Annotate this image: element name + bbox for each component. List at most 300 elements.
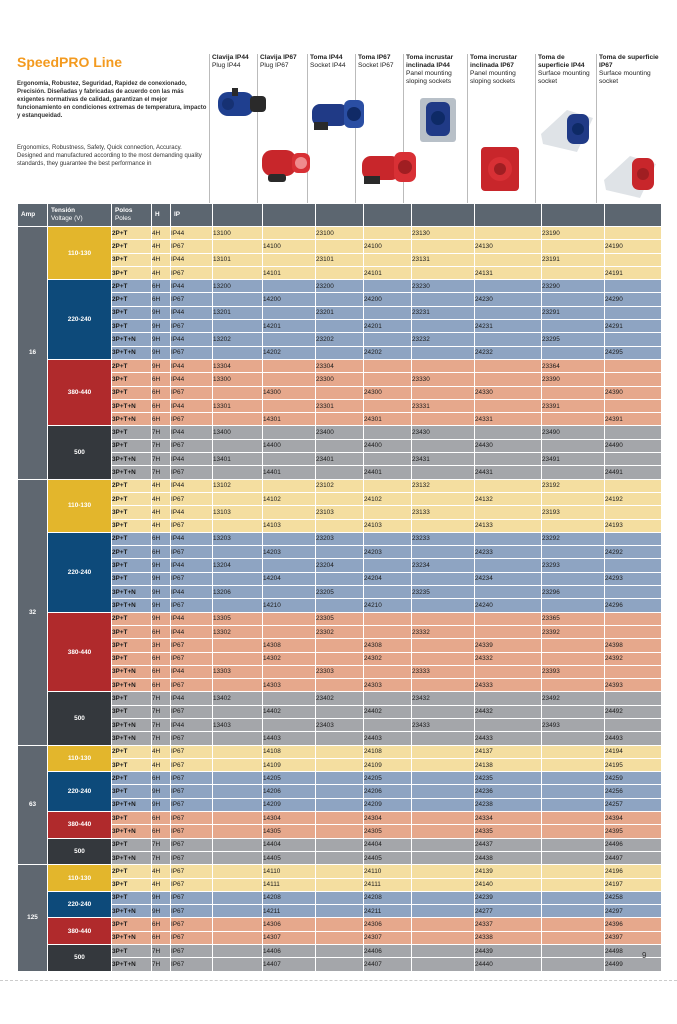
h-cell: 9H <box>152 586 171 599</box>
poles-cell: 3P+T <box>112 878 152 891</box>
product-code-cell <box>316 652 364 665</box>
ip-cell: IP67 <box>171 240 213 253</box>
product-code-cell: 24337 <box>475 918 542 931</box>
product-code-cell: 24210 <box>364 599 412 612</box>
product-code-cell: 24333 <box>475 679 542 692</box>
socket-ip67-image <box>360 144 420 190</box>
product-code-cell <box>605 399 662 412</box>
product-code-cell: 24306 <box>364 918 412 931</box>
product-code-cell: 24433 <box>475 732 542 745</box>
product-code-cell <box>213 439 263 452</box>
product-code-cell: 24307 <box>364 931 412 944</box>
product-code-cell: 24300 <box>364 386 412 399</box>
product-code-cell <box>542 466 605 479</box>
product-code-cell: 23201 <box>316 306 364 319</box>
product-code-cell: 23202 <box>316 333 364 346</box>
product-code-cell <box>364 426 412 439</box>
product-code-cell <box>412 359 475 372</box>
product-code-cell: 24330 <box>475 386 542 399</box>
table-row <box>18 679 662 692</box>
voltage-group-label: 500 <box>48 838 112 865</box>
product-code-cell: 14406 <box>263 945 316 958</box>
product-code-cell <box>316 546 364 559</box>
product-code-cell <box>412 546 475 559</box>
product-code-cell <box>316 413 364 426</box>
product-code-cell <box>213 772 263 785</box>
product-code-cell <box>263 253 316 266</box>
table-row <box>18 572 662 585</box>
product-code-cell <box>475 280 542 293</box>
product-code-cell <box>412 758 475 771</box>
product-code-cell: 23431 <box>412 453 475 466</box>
product-code-cell: 24295 <box>605 346 662 359</box>
product-code-cell <box>412 439 475 452</box>
table-row <box>18 227 662 240</box>
voltage-group-label: 110-130 <box>48 479 112 532</box>
product-code-cell: 24335 <box>475 825 542 838</box>
table-row <box>18 692 662 705</box>
product-code-cell: 24140 <box>475 878 542 891</box>
product-code-cell <box>412 612 475 625</box>
product-code-cell: 13304 <box>213 359 263 372</box>
product-code-cell: 24203 <box>364 546 412 559</box>
ip-cell: IP44 <box>171 506 213 519</box>
poles-cell: 3P+T <box>112 386 152 399</box>
product-code-cell <box>542 758 605 771</box>
product-code-cell <box>263 399 316 412</box>
product-code-cell <box>213 466 263 479</box>
poles-cell: 3P+T <box>112 439 152 452</box>
page-title: SpeedPRO Line <box>17 54 123 70</box>
poles-cell: 3P+T <box>112 506 152 519</box>
product-code-cell: 23331 <box>412 399 475 412</box>
product-code-cell: 24132 <box>475 492 542 505</box>
poles-cell: 2P+T <box>112 227 152 240</box>
product-code-cell <box>213 931 263 944</box>
column-header-8 <box>599 54 665 86</box>
product-code-cell <box>316 439 364 452</box>
ip-cell: IP67 <box>171 825 213 838</box>
product-code-cell <box>412 958 475 971</box>
poles-cell: 3P+T+N <box>112 732 152 745</box>
product-code-cell: 23364 <box>542 359 605 372</box>
product-code-cell: 13103 <box>213 506 263 519</box>
product-code-cell: 14403 <box>263 732 316 745</box>
h-cell: 7H <box>152 945 171 958</box>
product-code-cell: 23303 <box>316 665 364 678</box>
product-code-cell: 14204 <box>263 572 316 585</box>
voltage-group-label: 500 <box>48 692 112 745</box>
h-cell: 4H <box>152 227 171 240</box>
product-code-cell <box>412 918 475 931</box>
column-label-es: Toma IP44 <box>310 54 343 61</box>
voltage-group-label: 220-240 <box>48 772 112 812</box>
product-code-cell <box>475 612 542 625</box>
product-code-cell: 24397 <box>605 931 662 944</box>
product-code-cell: 14205 <box>263 772 316 785</box>
table-row <box>18 825 662 838</box>
h-cell: 6H <box>152 280 171 293</box>
product-code-cell <box>475 333 542 346</box>
product-code-cell <box>316 599 364 612</box>
product-code-cell: 24402 <box>364 705 412 718</box>
product-code-cell <box>412 732 475 745</box>
product-code-cell: 14400 <box>263 439 316 452</box>
product-code-cell: 24208 <box>364 891 412 904</box>
product-code-cell <box>542 798 605 811</box>
product-code-cell <box>412 945 475 958</box>
table-row <box>18 519 662 532</box>
ip-cell: IP44 <box>171 333 213 346</box>
poles-cell: 3P+T <box>112 572 152 585</box>
ip-cell: IP67 <box>171 732 213 745</box>
poles-cell: 2P+T <box>112 532 152 545</box>
product-code-cell <box>213 320 263 333</box>
h-cell: 4H <box>152 506 171 519</box>
ip-cell: IP44 <box>171 559 213 572</box>
product-code-cell <box>316 386 364 399</box>
product-code-cell <box>364 333 412 346</box>
product-code-cell: 23131 <box>412 253 475 266</box>
table-row <box>18 718 662 731</box>
column-divider <box>467 54 468 204</box>
product-code-cell <box>364 506 412 519</box>
product-code-cell <box>412 346 475 359</box>
ip-cell: IP67 <box>171 572 213 585</box>
product-code-cell <box>364 479 412 492</box>
ip-cell: IP44 <box>171 399 213 412</box>
product-code-cell: 13303 <box>213 665 263 678</box>
product-code-cell: 24391 <box>605 413 662 426</box>
ip-cell: IP67 <box>171 652 213 665</box>
product-code-cell: 24191 <box>605 266 662 279</box>
product-code-cell <box>263 359 316 372</box>
product-code-cell <box>412 599 475 612</box>
table-row <box>18 453 662 466</box>
product-code-cell <box>412 386 475 399</box>
product-code-cell: 14401 <box>263 466 316 479</box>
product-code-cell <box>213 599 263 612</box>
product-code-cell: 24277 <box>475 905 542 918</box>
product-code-cell: 24302 <box>364 652 412 665</box>
ip-cell: IP44 <box>171 612 213 625</box>
product-code-cell <box>364 280 412 293</box>
poles-cell: 3P+T <box>112 838 152 851</box>
column-label-es: Toma incrustar inclinada IP44 <box>406 54 454 69</box>
poles-cell: 3P+T+N <box>112 825 152 838</box>
column-header-5 <box>406 54 468 86</box>
h-cell: 6H <box>152 931 171 944</box>
product-code-cell: 14100 <box>263 240 316 253</box>
product-code-cell <box>475 453 542 466</box>
product-code-cell: 23300 <box>316 373 364 386</box>
product-code-cell <box>316 320 364 333</box>
product-code-cell <box>263 532 316 545</box>
h-cell: 9H <box>152 346 171 359</box>
product-code-cell: 23133 <box>412 506 475 519</box>
product-code-cell: 24204 <box>364 572 412 585</box>
product-code-cell <box>412 413 475 426</box>
table-row <box>18 812 662 825</box>
poles-cell: 3P+T <box>112 253 152 266</box>
h-cell: 4H <box>152 878 171 891</box>
product-code-cell: 24236 <box>475 785 542 798</box>
product-code-cell <box>542 878 605 891</box>
poles-cell: 2P+T <box>112 240 152 253</box>
poles-cell: 3P+T <box>112 266 152 279</box>
product-code-cell <box>605 559 662 572</box>
poles-cell: 2P+T <box>112 772 152 785</box>
product-code-cell <box>213 679 263 692</box>
product-code-cell: 23132 <box>412 479 475 492</box>
table-row <box>18 665 662 678</box>
column-label-es: Toma de superficie IP67 <box>599 54 659 69</box>
poles-cell: 3P+T <box>112 519 152 532</box>
product-code-cell <box>605 333 662 346</box>
table-row <box>18 466 662 479</box>
product-code-cell <box>475 586 542 599</box>
product-code-cell <box>316 758 364 771</box>
column-label-en: Panel mounting sloping sockets <box>470 70 516 85</box>
product-code-cell: 24130 <box>475 240 542 253</box>
product-code-cell <box>412 466 475 479</box>
product-code-cell <box>213 905 263 918</box>
table-row <box>18 905 662 918</box>
product-code-cell: 23232 <box>412 333 475 346</box>
amp-group-label: 16 <box>18 227 48 480</box>
column-header-2 <box>260 54 308 70</box>
poles-cell: 2P+T <box>112 865 152 878</box>
poles-cell: 3P+T+N <box>112 679 152 692</box>
product-code-cell <box>263 227 316 240</box>
panel-socket-ip44-image <box>416 96 460 144</box>
column-label-es: Toma de superficie IP44 <box>538 54 585 69</box>
voltage-group-label: 220-240 <box>48 532 112 612</box>
product-code-cell: 24301 <box>364 413 412 426</box>
product-code-cell <box>605 506 662 519</box>
h-cell: 9H <box>152 559 171 572</box>
poles-cell: 3P+T+N <box>112 333 152 346</box>
product-code-cell <box>364 306 412 319</box>
product-code-cell: 23490 <box>542 426 605 439</box>
ip-cell: IP67 <box>171 945 213 958</box>
voltage-group-label: 220-240 <box>48 280 112 360</box>
h-cell: 4H <box>152 479 171 492</box>
product-code-cell <box>412 851 475 864</box>
ip-cell: IP67 <box>171 891 213 904</box>
column-header-6 <box>470 54 536 86</box>
product-code-cell: 24400 <box>364 439 412 452</box>
table-row <box>18 945 662 958</box>
product-code-cell: 14203 <box>263 546 316 559</box>
product-code-cell <box>605 453 662 466</box>
product-code-cell: 24290 <box>605 293 662 306</box>
product-code-cell <box>364 692 412 705</box>
ip-cell: IP44 <box>171 532 213 545</box>
poles-cell: 3P+T <box>112 639 152 652</box>
product-code-cell: 13101 <box>213 253 263 266</box>
product-code-cell: 24108 <box>364 745 412 758</box>
product-code-cell: 24230 <box>475 293 542 306</box>
product-code-cell <box>412 293 475 306</box>
product-code-cell: 14210 <box>263 599 316 612</box>
product-code-cell: 23200 <box>316 280 364 293</box>
product-code-cell: 24190 <box>605 240 662 253</box>
product-code-cell <box>364 586 412 599</box>
product-code-cell <box>412 320 475 333</box>
ip-cell: IP44 <box>171 692 213 705</box>
ip-cell: IP44 <box>171 253 213 266</box>
poles-cell: 2P+T <box>112 293 152 306</box>
product-code-cell <box>542 891 605 904</box>
product-code-cell: 24398 <box>605 639 662 652</box>
table-row <box>18 958 662 971</box>
product-code-cell <box>263 479 316 492</box>
product-code-cell: 14300 <box>263 386 316 399</box>
product-code-cell <box>412 891 475 904</box>
product-code-cell: 24138 <box>475 758 542 771</box>
product-code-cell <box>316 931 364 944</box>
h-cell: 9H <box>152 891 171 904</box>
product-code-cell <box>412 639 475 652</box>
product-code-cell: 23205 <box>316 586 364 599</box>
ip-cell: IP67 <box>171 745 213 758</box>
product-code-cell: 24405 <box>364 851 412 864</box>
product-code-cell: 24235 <box>475 772 542 785</box>
product-code-cell <box>213 639 263 652</box>
ip-cell: IP67 <box>171 812 213 825</box>
product-code-cell <box>542 918 605 931</box>
product-code-cell: 24101 <box>364 266 412 279</box>
column-label-en: Plug IP44 <box>212 62 241 69</box>
product-code-cell <box>263 665 316 678</box>
column-divider <box>535 54 536 204</box>
voltage-group-label: 110-130 <box>48 745 112 772</box>
voltage-group-label: 110-130 <box>48 227 112 280</box>
column-label-es: Clavija IP44 <box>212 54 249 61</box>
product-code-cell <box>605 586 662 599</box>
poles-cell: 3P+T <box>112 625 152 638</box>
product-code-cell: 13301 <box>213 399 263 412</box>
product-code-cell: 24396 <box>605 918 662 931</box>
table-row <box>18 732 662 745</box>
product-code-cell <box>316 240 364 253</box>
product-code-cell <box>316 798 364 811</box>
h-cell: 6H <box>152 679 171 692</box>
ip-cell: IP44 <box>171 625 213 638</box>
product-code-cell: 14404 <box>263 838 316 851</box>
product-code-cell <box>316 639 364 652</box>
product-code-cell <box>542 825 605 838</box>
product-code-cell: 24196 <box>605 865 662 878</box>
product-code-cell <box>364 718 412 731</box>
product-code-cell: 24234 <box>475 572 542 585</box>
page-number: 9 <box>642 951 647 960</box>
poles-cell: 3P+T <box>112 891 152 904</box>
product-code-cell: 24297 <box>605 905 662 918</box>
product-code-cell: 24238 <box>475 798 542 811</box>
product-code-cell: 24440 <box>475 958 542 971</box>
ip-cell: IP44 <box>171 280 213 293</box>
table-row <box>18 865 662 878</box>
product-code-cell: 24110 <box>364 865 412 878</box>
product-code-cell: 24240 <box>475 599 542 612</box>
ip-cell: IP67 <box>171 851 213 864</box>
product-code-cell <box>412 865 475 878</box>
table-row <box>18 280 662 293</box>
header-col-1 <box>213 204 263 227</box>
product-code-cell: 24439 <box>475 945 542 958</box>
column-header-4 <box>358 54 404 70</box>
poles-cell: 3P+T <box>112 945 152 958</box>
ip-cell: IP67 <box>171 466 213 479</box>
product-code-cell: 24259 <box>605 772 662 785</box>
product-code-cell <box>412 679 475 692</box>
product-code-cell: 24431 <box>475 466 542 479</box>
h-cell: 6H <box>152 293 171 306</box>
product-code-cell <box>213 945 263 958</box>
column-label-es: Clavija IP67 <box>260 54 297 61</box>
amp-group-label: 63 <box>18 745 48 865</box>
table-row <box>18 639 662 652</box>
product-code-cell: 23102 <box>316 479 364 492</box>
product-code-cell: 24498 <box>605 945 662 958</box>
voltage-group-label: 380-440 <box>48 918 112 945</box>
product-code-cell <box>605 306 662 319</box>
table-row <box>18 599 662 612</box>
ip-cell: IP67 <box>171 705 213 718</box>
product-code-cell: 23293 <box>542 559 605 572</box>
h-cell: 4H <box>152 240 171 253</box>
product-code-cell: 13300 <box>213 373 263 386</box>
ip-cell: IP67 <box>171 639 213 652</box>
product-code-cell: 23390 <box>542 373 605 386</box>
poles-cell: 2P+T <box>112 479 152 492</box>
intro-english: Ergonomics, Robustness, Safety, Quick connection, Accuracy. Designed and manufactured according to the most demanding quality standards, they guarantee the best performance in <box>17 145 202 167</box>
table-row <box>18 878 662 891</box>
header-poles: Polos Poles <box>112 204 152 227</box>
product-code-cell <box>412 905 475 918</box>
ip-cell: IP67 <box>171 266 213 279</box>
table-row <box>18 586 662 599</box>
h-cell: 3H <box>152 639 171 652</box>
product-code-cell <box>263 718 316 731</box>
product-code-cell: 24390 <box>605 386 662 399</box>
product-code-cell <box>475 532 542 545</box>
product-code-cell <box>364 612 412 625</box>
ip-cell: IP67 <box>171 918 213 931</box>
poles-cell: 3P+T <box>112 559 152 572</box>
table-row <box>18 439 662 452</box>
product-code-cell <box>542 320 605 333</box>
product-code-cell <box>542 812 605 825</box>
product-code-cell <box>542 705 605 718</box>
product-code-cell: 24256 <box>605 785 662 798</box>
product-code-cell <box>412 519 475 532</box>
poles-cell: 3P+T+N <box>112 346 152 359</box>
poles-cell: 3P+T <box>112 918 152 931</box>
h-cell: 4H <box>152 519 171 532</box>
column-label-en: Surface mounting socket <box>599 70 651 85</box>
product-code-cell: 14302 <box>263 652 316 665</box>
product-code-cell: 24490 <box>605 439 662 452</box>
header-col-5 <box>412 204 475 227</box>
poles-cell: 3P+T+N <box>112 453 152 466</box>
product-code-cell <box>605 718 662 731</box>
table-row <box>18 479 662 492</box>
column-divider <box>209 54 210 204</box>
column-label-en: Socket IP44 <box>310 62 346 69</box>
